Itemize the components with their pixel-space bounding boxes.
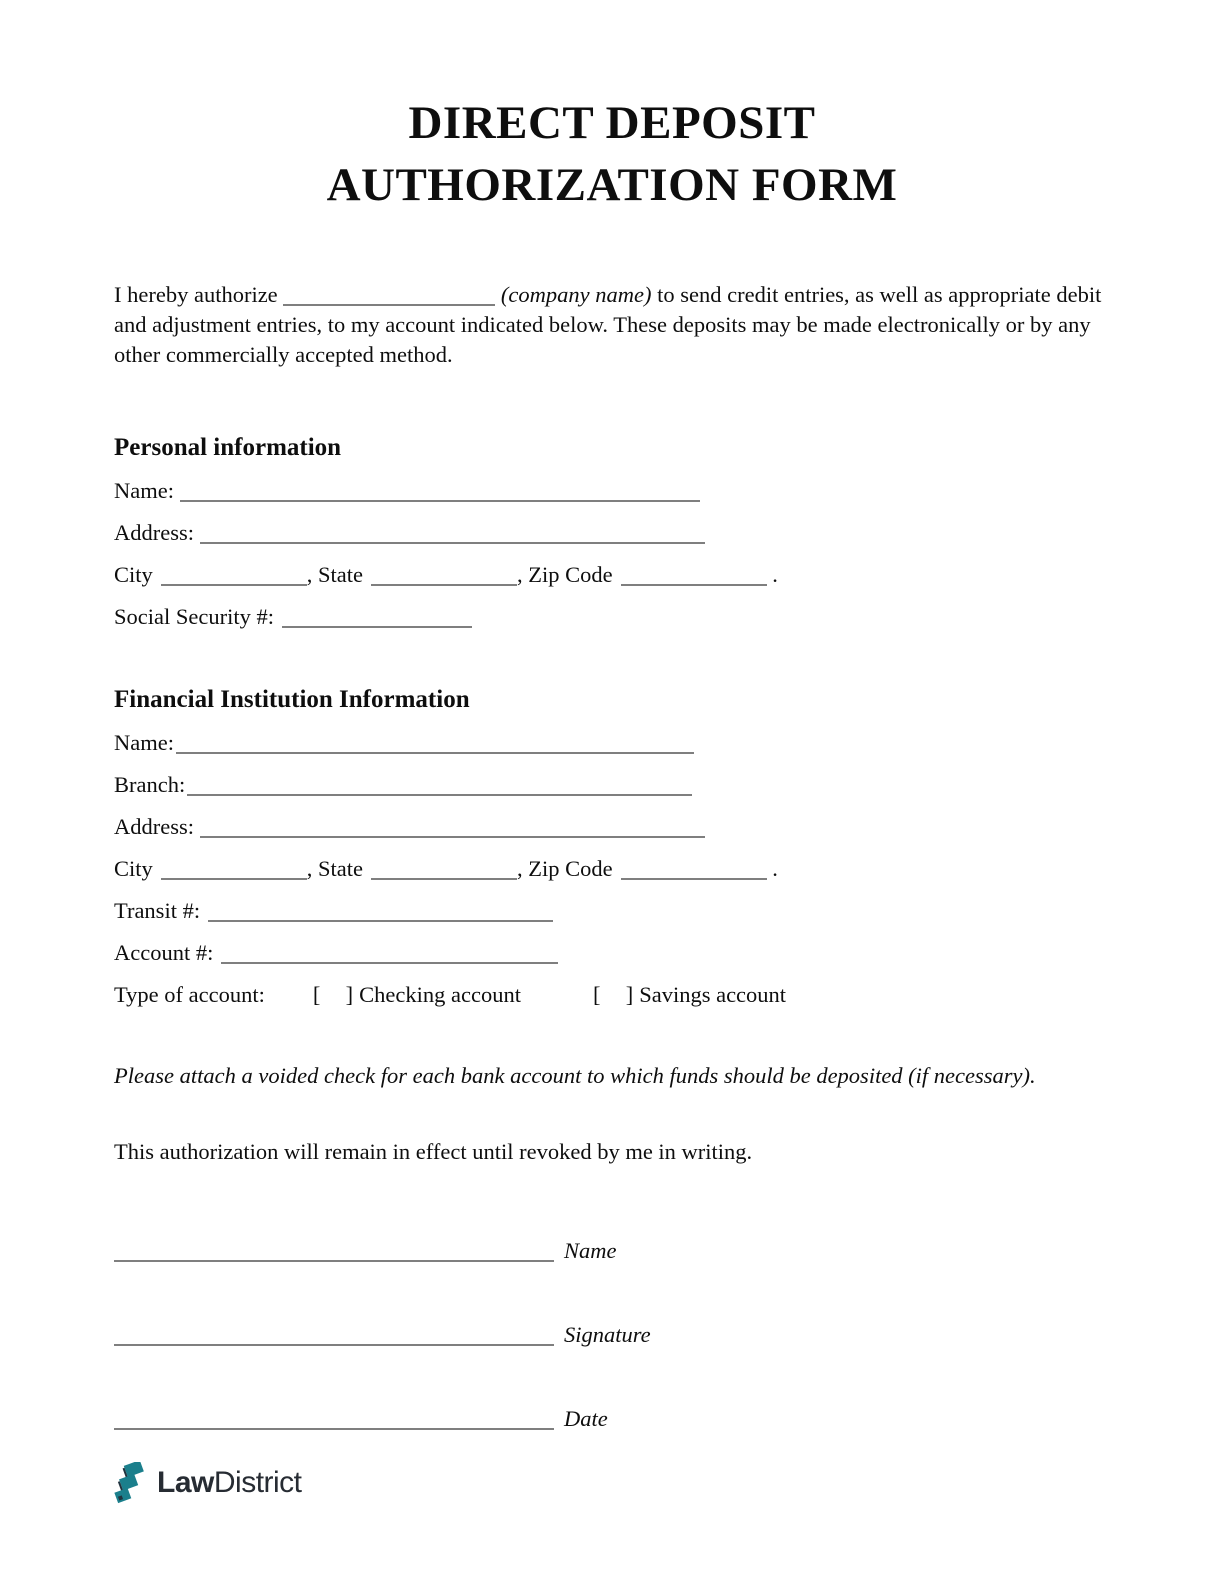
- financial-account-label: Account #:: [114, 940, 214, 965]
- financial-branch-row: [114, 772, 1110, 798]
- comma-separator: ,: [517, 562, 523, 587]
- personal-city-blank[interactable]: [161, 564, 307, 587]
- checking-account-checkbox[interactable]: [ ]: [312, 982, 354, 1007]
- signature-sign-row: [114, 1320, 1110, 1350]
- logo-text-district: District: [213, 1466, 302, 1499]
- authorization-paragraph: [114, 280, 1102, 370]
- financial-branch-label: Branch:: [114, 772, 186, 797]
- financial-name-blank[interactable]: [176, 732, 694, 755]
- period-mark: .: [772, 856, 778, 881]
- checking-account-label: Checking account: [359, 982, 521, 1007]
- signature-name-row: [114, 1236, 1110, 1266]
- financial-address-label: Address:: [114, 814, 194, 839]
- personal-information-heading: Personal information: [114, 434, 342, 461]
- financial-state-blank[interactable]: [371, 858, 517, 881]
- financial-transit-label: Transit #:: [114, 898, 201, 923]
- period-mark: .: [772, 562, 778, 587]
- lawdistrict-logo-icon: [110, 1462, 150, 1504]
- savings-account-checkbox[interactable]: [ ]: [592, 982, 634, 1007]
- signature-date-row: [114, 1404, 1110, 1434]
- page-title-line2: AUTHORIZATION FORM: [326, 159, 898, 211]
- personal-ssn-row: [114, 604, 1110, 630]
- financial-city-label: City: [114, 856, 153, 881]
- financial-transit-blank[interactable]: [208, 900, 553, 923]
- logo-text-law: Law: [157, 1466, 214, 1499]
- financial-branch-blank[interactable]: [187, 774, 692, 797]
- personal-city-state-zip-row: [114, 562, 1110, 588]
- company-name-blank[interactable]: [283, 284, 495, 307]
- account-type-label: Type of account:: [114, 982, 265, 1007]
- account-type-row: [114, 982, 1110, 1008]
- comma-separator: ,: [517, 856, 523, 881]
- personal-ssn-blank[interactable]: [282, 606, 472, 629]
- financial-account-blank[interactable]: [221, 942, 558, 965]
- page-title: [114, 92, 1110, 216]
- lawdistrict-logo: [110, 1462, 302, 1504]
- personal-address-blank[interactable]: [200, 522, 705, 545]
- financial-state-label: State: [318, 856, 364, 881]
- financial-zip-blank[interactable]: [621, 858, 767, 881]
- company-name-hint: (company name): [500, 282, 652, 307]
- intro-lead-text: I hereby authorize: [114, 282, 278, 307]
- personal-state-blank[interactable]: [371, 564, 517, 587]
- financial-address-blank[interactable]: [200, 816, 705, 839]
- financial-name-label: Name:: [114, 730, 174, 755]
- signature-sign-label: Signature: [564, 1322, 651, 1347]
- page-title-line1: DIRECT DEPOSIT: [408, 97, 816, 149]
- intro-body-text: to send credit entries, as well as appropriate debit and adjustment entries, to my account indicated below. These deposits may be made electronically or by any other commercially accepted method.: [114, 282, 1102, 367]
- revocation-note: This authorization will remain in effect until revoked by me in writing.: [114, 1139, 753, 1164]
- personal-name-blank[interactable]: [180, 480, 700, 503]
- signature-name-label: Name: [564, 1238, 617, 1263]
- personal-city-label: City: [114, 562, 153, 587]
- financial-account-row: [114, 940, 1110, 966]
- personal-name-row: [114, 478, 1110, 504]
- personal-state-label: State: [318, 562, 364, 587]
- voided-check-note: Please attach a voided check for each bank account to which funds should be deposited (if necessary).: [114, 1063, 1036, 1088]
- financial-city-blank[interactable]: [161, 858, 307, 881]
- financial-name-row: [114, 730, 1110, 756]
- personal-address-label: Address:: [114, 520, 194, 545]
- personal-zip-blank[interactable]: [621, 564, 767, 587]
- lawdistrict-logo-text: [157, 1462, 302, 1504]
- financial-zip-label: Zip Code: [528, 856, 613, 881]
- financial-transit-row: [114, 898, 1110, 924]
- comma-separator: ,: [306, 856, 313, 881]
- financial-institution-heading: Financial Institution Information: [114, 686, 470, 713]
- financial-address-row: [114, 814, 1110, 840]
- signature-name-blank[interactable]: [114, 1240, 554, 1263]
- signature-date-label: Date: [564, 1406, 608, 1431]
- signature-sign-blank[interactable]: [114, 1324, 554, 1347]
- savings-account-label: Savings account: [639, 982, 787, 1007]
- personal-zip-label: Zip Code: [528, 562, 613, 587]
- financial-city-state-zip-row: [114, 856, 1110, 882]
- comma-separator: ,: [306, 562, 313, 587]
- personal-address-row: [114, 520, 1110, 546]
- personal-ssn-label: Social Security #:: [114, 604, 274, 629]
- signature-date-blank[interactable]: [114, 1408, 554, 1431]
- personal-name-label: Name:: [114, 478, 174, 503]
